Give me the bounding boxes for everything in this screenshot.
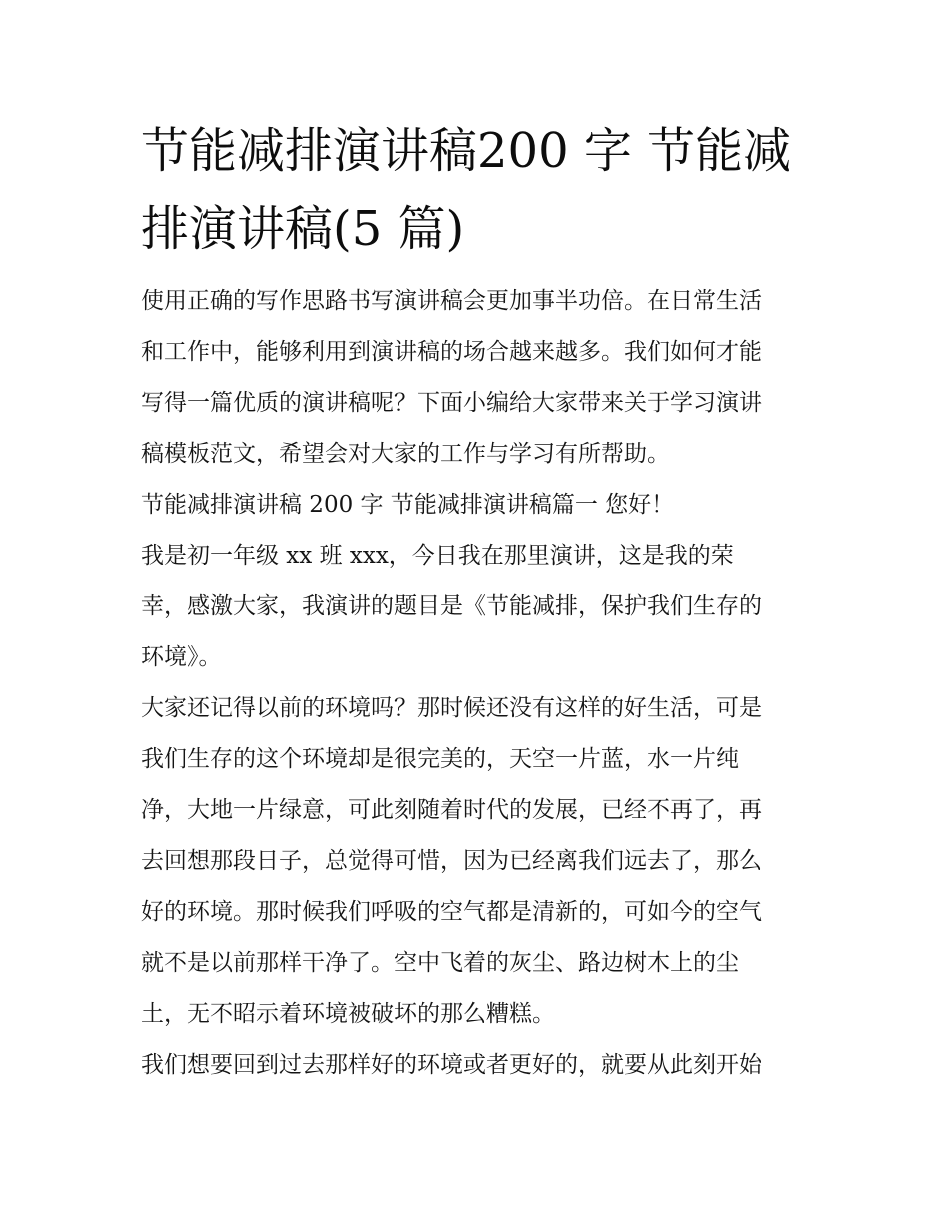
text-line: 我们想要回到过去那样好的环境或者更好的，就要从此刻开始 — [141, 1051, 762, 1078]
text-line: 就不是以前那样干净了。空中飞着的灰尘、路边树木上的尘 — [141, 949, 739, 976]
text-line: 幸，感激大家，我演讲的题目是《节能减排，保护我们生存的 — [141, 593, 762, 620]
text-line: 和工作中，能够利用到演讲稿的场合越来越多。我们如何才能 — [141, 338, 762, 365]
section-heading-line: 节能减排演讲稿 200 字 节能减排演讲稿篇一 您好！ — [141, 491, 675, 518]
text-line: 环境》。 — [141, 644, 222, 671]
text-line: 稿模板范文，希望会对大家的工作与学习有所帮助。 — [141, 440, 670, 467]
document-title — [141, 112, 821, 268]
text-line: 净，大地一片绿意，可此刻随着时代的发展，已经不再了，再 — [141, 797, 762, 824]
text-line: 去回想那段日子，总觉得可惜，因为已经离我们远去了，那么 — [141, 847, 762, 874]
document-body — [141, 276, 831, 1091]
text-line: 写得一篇优质的演讲稿呢？下面小编给大家带来关于学习演讲 — [141, 389, 762, 416]
title-line: 排演讲稿(5 篇) — [141, 201, 465, 257]
text-line: 好的环境。那时候我们呼吸的空气都是清新的，可如今的空气 — [141, 898, 762, 925]
text-line: 土，无不昭示着环境被破坏的那么糟糕。 — [141, 1000, 555, 1027]
title-line: 节能减排演讲稿200 字 节能减 — [141, 123, 792, 179]
text-line: 我是初一年级 xx 班 xxx，今日我在那里演讲，这是我的荣 — [141, 542, 734, 569]
text-line: 使用正确的写作思路书写演讲稿会更加事半功倍。在日常生活 — [141, 288, 762, 314]
text-line: 大家还记得以前的环境吗？那时候还没有这样的好生活，可是 — [141, 695, 762, 722]
text-line: 我们生存的这个环境却是很完美的，天空一片蓝，水一片纯 — [141, 746, 739, 773]
